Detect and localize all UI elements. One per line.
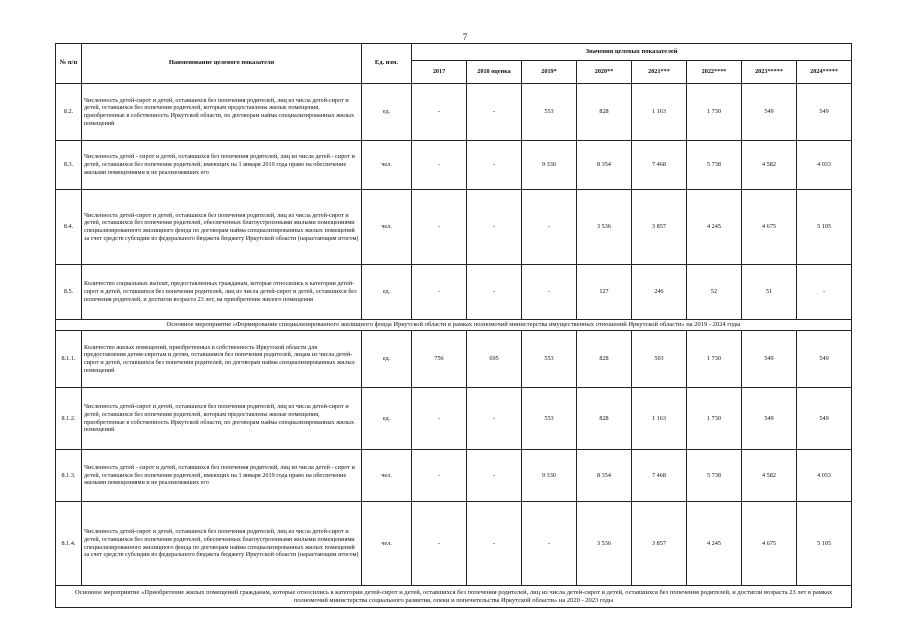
footer-section-label: Основное мероприятие «Приобретение жилых помещений гражданам, которые относились к категории детей-сирот и детей, оставшихся без попечения родителей, лиц из числа детей-сирот и детей, оставшихся без попечения родителей, и достигли возраста 23 лет в рамках полномочий министерства социального развития, опеки и попечительства Иркутской области» на 2020 - 2023 годы (56, 586, 852, 608)
value-cell: 9 330 (522, 141, 577, 190)
value-cell: - (522, 190, 577, 265)
value-cell: 549 (742, 84, 797, 141)
value-cell: - (412, 450, 467, 502)
value-cell: 549 (797, 388, 852, 450)
value-cell: - (412, 388, 467, 450)
target-indicators-table (55, 43, 852, 608)
table-row (56, 141, 852, 190)
value-cell: - (412, 502, 467, 586)
header-year: 2019* (522, 61, 577, 84)
value-cell: 549 (797, 84, 852, 141)
value-cell: 756 (412, 331, 467, 388)
row-number: 8.4. (56, 190, 82, 265)
value-cell: 553 (522, 84, 577, 141)
value-cell: 695 (467, 331, 522, 388)
value-cell: 828 (577, 84, 632, 141)
indicator-name: Численность детей - сирот и детей, оставшихся без попечения родителей, лиц из числа детей - сирот и детей, оставшихся без попечения родителей, имеющих на 1 января 2019 года право на обеспечение жилыми помещениями и не реализовавших его (82, 450, 362, 502)
section-row (56, 586, 852, 608)
indicator-name: Численность детей-сирот и детей, оставшихся без попечения родителей, лиц из числа детей-сирот и детей, оставшихся без попечения родителей, обеспеченных благоустроенными жилыми помещениями специализированного жилищного фонда по договорам найма специализированных жилых помещений за счет средств субсидии из федерального бюджета бюджету Иркутской области (нарастающим итогом) (82, 190, 362, 265)
table-row (56, 388, 852, 450)
value-cell: 553 (522, 388, 577, 450)
value-cell: 9 330 (522, 450, 577, 502)
value-cell: 8 354 (577, 141, 632, 190)
header-year: 2024***** (797, 61, 852, 84)
header-target-values: Значения целевых показателей (412, 44, 852, 61)
table-row (56, 502, 852, 586)
value-cell: 1 163 (632, 388, 687, 450)
indicator-name: Количество социальных выплат, предоставленных гражданам, которые относились к категории детей-сирот и детей, оставшихся без попечения родителей, лиц из числа детей-сирот и детей, оставшихся без попечения родителей, и достигли возраста 23 лет, на приобретение жилого помещения (82, 265, 362, 320)
value-cell: 503 (632, 331, 687, 388)
value-cell: 1 730 (687, 84, 742, 141)
value-cell: - (412, 190, 467, 265)
value-cell: - (467, 502, 522, 586)
row-number: 8.1.1. (56, 331, 82, 388)
value-cell: 52 (687, 265, 742, 320)
indicator-name: Численность детей-сирот и детей, оставшихся без попечения родителей, лиц из числа детей-сирот и детей, оставшихся без попечения родителей, которым предоставлены жилые помещения, приобретенные в собственность Иркутской области, по договорам найма специализированных жилых помещений (82, 388, 362, 450)
value-cell: 5 738 (687, 141, 742, 190)
value-cell: 3 857 (632, 502, 687, 586)
value-cell: 4 675 (742, 190, 797, 265)
value-cell: 5 738 (687, 450, 742, 502)
value-cell: 4 675 (742, 502, 797, 586)
value-cell: - (467, 190, 522, 265)
indicator-name: Численность детей - сирот и детей, оставшихся без попечения родителей, лиц из числа детей - сирот и детей, оставшихся без попечения родителей, имеющих на 1 января 2019 года право на обеспечение жилыми помещениями и не реализовавших его (82, 141, 362, 190)
section-row (56, 320, 852, 331)
table-row (56, 450, 852, 502)
row-number: 8.1.4. (56, 502, 82, 586)
table-row (56, 190, 852, 265)
indicator-name: Количество жилых помещений, приобретенных в собственность Иркутской области для предоставления детям-сиротам и детям, оставшимся без попечения родителей, лицам из числа детей-сирот и детей, оставшихся без попечения родителей, по договорам найма специализированных жилых помещений (82, 331, 362, 388)
table-row (56, 331, 852, 388)
value-cell: 828 (577, 331, 632, 388)
unit-cell: чел. (362, 190, 412, 265)
value-cell: - (522, 502, 577, 586)
value-cell: 5 105 (797, 190, 852, 265)
header-unit: Ед. изм. (362, 44, 412, 84)
value-cell: 246 (632, 265, 687, 320)
unit-cell: ед. (362, 265, 412, 320)
value-cell: - (467, 388, 522, 450)
value-cell: 4 033 (797, 141, 852, 190)
value-cell: 4 582 (742, 141, 797, 190)
unit-cell: чел. (362, 450, 412, 502)
indicator-name: Численность детей-сирот и детей, оставшихся без попечения родителей, лиц из числа детей-сирот и детей, оставшихся без попечения родителей, обеспеченных благоустроенными жилыми помещениями специализированного жилищного фонда по договорам найма специализированных жилых помещений за счет средств субсидии из федерального бюджета бюджету Иркутской области (нарастающим итогом) (82, 502, 362, 586)
header-year: 2022**** (687, 61, 742, 84)
header-indicator-name: Наименование целевого показателя (82, 44, 362, 84)
section-label: Основное мероприятие «Формирование специализированного жилищного фонда Иркутской области в рамках полномочий министерства имущественных отношений Иркутской области» на 2019 - 2024 годы (56, 320, 852, 331)
value-cell: - (467, 450, 522, 502)
value-cell: 549 (742, 331, 797, 388)
value-cell: 549 (797, 331, 852, 388)
value-cell: 127 (577, 265, 632, 320)
value-cell: 51 (742, 265, 797, 320)
unit-cell: ед. (362, 331, 412, 388)
row-number: 8.1.3. (56, 450, 82, 502)
value-cell: 4 245 (687, 190, 742, 265)
unit-cell: чел. (362, 141, 412, 190)
unit-cell: ед. (362, 84, 412, 141)
value-cell: 4 245 (687, 502, 742, 586)
value-cell: 3 536 (577, 502, 632, 586)
header-year: 2018 оценка (467, 61, 522, 84)
value-cell: - (467, 265, 522, 320)
value-cell: 549 (742, 388, 797, 450)
value-cell: 4 582 (742, 450, 797, 502)
value-cell: - (412, 141, 467, 190)
row-number: 8.5. (56, 265, 82, 320)
row-number: 8.2. (56, 84, 82, 141)
value-cell: 3 857 (632, 190, 687, 265)
unit-cell: чел. (362, 502, 412, 586)
header-year: 2023***** (742, 61, 797, 84)
value-cell: - (797, 265, 852, 320)
value-cell: 3 536 (577, 190, 632, 265)
value-cell: 1 163 (632, 84, 687, 141)
header-year: 2020** (577, 61, 632, 84)
unit-cell: ед. (362, 388, 412, 450)
value-cell: 4 033 (797, 450, 852, 502)
value-cell: 1 730 (687, 388, 742, 450)
value-cell: - (467, 84, 522, 141)
header-year: 2021*** (632, 61, 687, 84)
table-row (56, 84, 852, 141)
value-cell: 7 468 (632, 450, 687, 502)
value-cell: 553 (522, 331, 577, 388)
value-cell: - (412, 265, 467, 320)
value-cell: 828 (577, 388, 632, 450)
value-cell: 7 468 (632, 141, 687, 190)
row-number: 8.3. (56, 141, 82, 190)
page-number: 7 (462, 32, 468, 42)
value-cell: - (522, 265, 577, 320)
value-cell: - (467, 141, 522, 190)
header-year: 2017 (412, 61, 467, 84)
value-cell: 8 354 (577, 450, 632, 502)
indicator-name: Численность детей-сирот и детей, оставшихся без попечения родителей, лиц из числа детей-сирот и детей, оставшихся без попечения родителей, которым предоставлены жилые помещения, приобретенные в собственность Иркутской области, по договорам найма специализированных жилых помещений (82, 84, 362, 141)
value-cell: 1 730 (687, 331, 742, 388)
value-cell: 5 105 (797, 502, 852, 586)
header-number: № п/п (56, 44, 82, 84)
value-cell: - (412, 84, 467, 141)
table-row (56, 265, 852, 320)
row-number: 8.1.2. (56, 388, 82, 450)
